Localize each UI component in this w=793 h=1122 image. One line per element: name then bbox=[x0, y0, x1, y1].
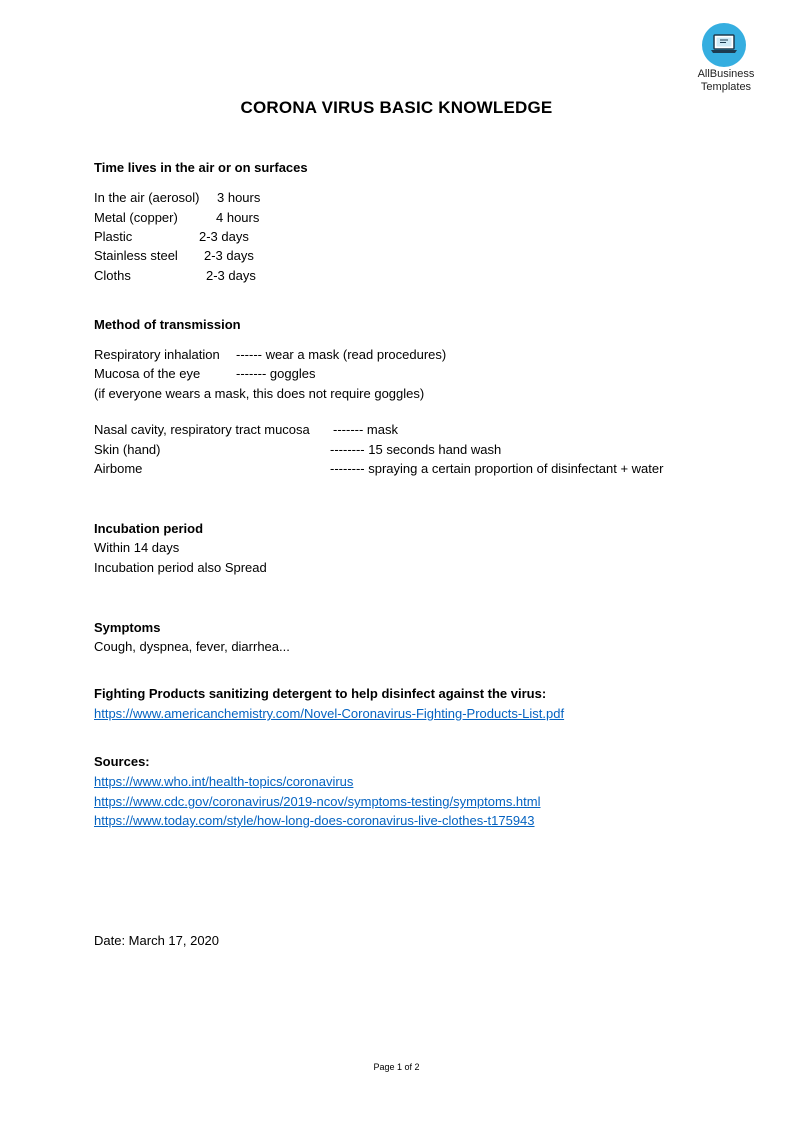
transmission-heading: Method of transmission bbox=[94, 317, 241, 332]
incubation-line: Incubation period also Spread bbox=[94, 560, 267, 575]
transmission-value: -------- 15 seconds hand wash bbox=[330, 442, 502, 457]
incubation-heading: Incubation period bbox=[94, 521, 204, 536]
survival-row-label: Stainless steel bbox=[94, 248, 178, 263]
page-number: Page 1 of 2 bbox=[373, 1062, 420, 1072]
transmission-label: Airbome bbox=[94, 461, 143, 476]
sources-heading: Sources: bbox=[94, 754, 150, 769]
transmission-note: (if everyone wears a mask, this does not require goggles) bbox=[94, 386, 425, 401]
survival-row-value: 2-3 days bbox=[206, 268, 256, 283]
transmission-label: Nasal cavity, respiratory tract mucosa bbox=[94, 422, 310, 437]
source-link[interactable]: https://www.cdc.gov/coronavirus/2019-ncov/symptoms-testing/symptoms.html bbox=[94, 794, 541, 809]
transmission-value: ------ wear a mask (read procedures) bbox=[236, 347, 447, 362]
transmission-value: ------- mask bbox=[333, 422, 398, 437]
brand-name bbox=[686, 68, 766, 94]
transmission-label: Mucosa of the eye bbox=[94, 366, 201, 381]
symptoms-text: Cough, dyspnea, fever, diarrhea... bbox=[94, 639, 290, 654]
brand-logo bbox=[702, 23, 746, 67]
products-link[interactable]: https://www.americanchemistry.com/Novel-Coronavirus-Fighting-Products-List.pdf bbox=[94, 706, 565, 721]
brand-line-1: AllBusiness bbox=[697, 68, 755, 80]
survival-row-value: 2-3 days bbox=[204, 248, 254, 263]
transmission-value: -------- spraying a certain proportion of disinfectant + water bbox=[330, 461, 664, 476]
survival-row-value: 3 hours bbox=[217, 190, 261, 205]
survival-row-value: 2-3 days bbox=[199, 229, 249, 244]
transmission-label: Respiratory inhalation bbox=[94, 347, 220, 362]
laptop-icon bbox=[702, 23, 746, 67]
survival-row-label: In the air (aerosol) bbox=[94, 190, 200, 205]
source-link[interactable]: https://www.who.int/health-topics/coronavirus bbox=[94, 774, 354, 789]
document-title: CORONA VIRUS BASIC KNOWLEDGE bbox=[240, 98, 553, 117]
survival-row-value: 4 hours bbox=[216, 210, 260, 225]
transmission-value: ------- goggles bbox=[236, 366, 316, 381]
survival-row-label: Plastic bbox=[94, 229, 133, 244]
source-link[interactable]: https://www.today.com/style/how-long-does-coronavirus-live-clothes-t175943 bbox=[94, 813, 535, 828]
document-date: Date: March 17, 2020 bbox=[94, 933, 220, 948]
transmission-label: Skin (hand) bbox=[94, 442, 161, 457]
survival-heading: Time lives in the air or on surfaces bbox=[94, 160, 308, 175]
survival-row-label: Cloths bbox=[94, 268, 131, 283]
survival-row-label: Metal (copper) bbox=[94, 210, 178, 225]
incubation-line: Within 14 days bbox=[94, 540, 180, 555]
brand-line-2: Templates bbox=[700, 81, 752, 93]
symptoms-heading: Symptoms bbox=[94, 620, 161, 635]
products-heading: Fighting Products sanitizing detergent to help disinfect against the virus: bbox=[94, 686, 547, 701]
